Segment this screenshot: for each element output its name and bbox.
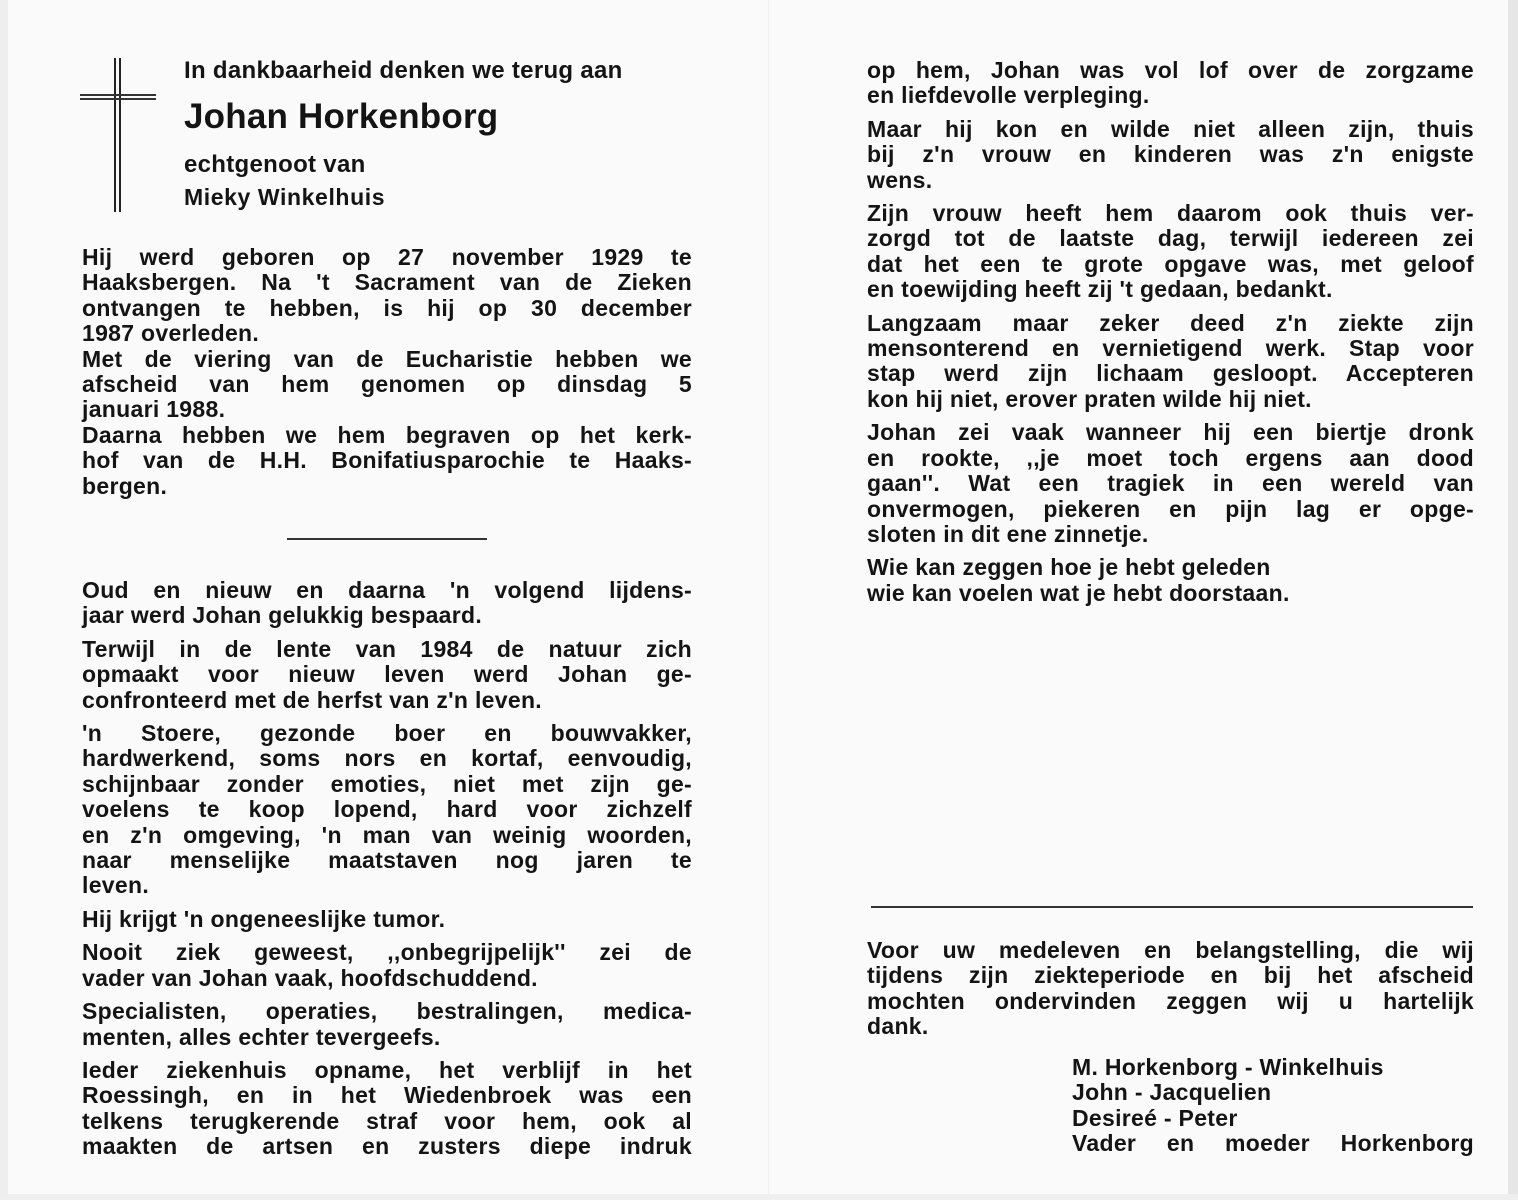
deceased-name: Johan Horkenborg: [184, 97, 499, 136]
text-line: Voor uw medeleven en belangstelling, die wij: [867, 937, 1474, 963]
text-line: en rookte, ,,je moet toch ergens aan dood: [867, 444, 1474, 471]
scan-edge-bottom: [0, 1194, 1518, 1200]
text-line: naar menselijke maatstaven nog jaren te: [82, 847, 692, 874]
poem-line: wie kan voelen wat je hebt doorstaan.: [867, 579, 1290, 606]
bio-line: januari 1988.: [82, 396, 226, 423]
text-line: telkens terugkerende straf voor hem, ook al: [82, 1107, 692, 1134]
text-line: stap werd zijn lichaam gesloopt. Accepteren: [867, 360, 1474, 387]
spouse-label: echtgenoot van: [184, 151, 366, 178]
text-line: voelens te koop lopend, hard voor zichzelf: [82, 796, 692, 823]
cross-icon: [82, 58, 162, 214]
bio-line: Haaksbergen. Na 't Sacrament van de Zieken: [82, 269, 692, 296]
text-line: en z'n omgeving, 'n man van weinig woorden,: [82, 821, 692, 848]
scan-edge-left: [0, 0, 8, 1200]
text-line: maakten de artsen en zusters diepe indruk: [82, 1133, 692, 1160]
text-line: Zijn vrouw heeft hem daarom ook thuis ver-: [867, 200, 1474, 227]
thanks-message: [867, 938, 1474, 1040]
text-line: bij z'n vrouw en kinderen was z'n enigste: [867, 141, 1474, 168]
text-line: op hem, Johan was vol lof over de zorgzame: [867, 57, 1474, 83]
text-line: hardwerkend, soms nors en kortaf, eenvoudig,: [82, 745, 692, 772]
text-line: zorgd tot de laatste dag, terwijl iedereen zei: [867, 225, 1474, 252]
text-line: opmaakt voor nieuw leven werd Johan ge-: [82, 661, 692, 688]
text-line: en toewijding heeft zij 't gedaan, bedankt.: [867, 276, 1333, 303]
bio-line: 1987 overleden.: [82, 320, 260, 347]
bio-line: Daarna hebben we hem begraven op het kerk-: [82, 421, 692, 448]
text-line: jaar werd Johan gelukkig bespaard.: [82, 602, 483, 629]
divider: [871, 906, 1473, 908]
text-line: en liefdevolle verpleging.: [867, 82, 1150, 109]
text-line: Nooit ziek geweest, ,,onbegrijpelijk'' zei de: [82, 939, 692, 966]
intro-line: In dankbaarheid denken we terug aan: [184, 57, 623, 84]
text-line: 'n Stoere, gezonde boer en bouwvakker,: [82, 720, 692, 747]
bio-line: ontvangen te hebben, is hij op 30 december: [82, 294, 692, 321]
text-line: dank.: [867, 1013, 929, 1040]
bio-line: bergen.: [82, 472, 168, 499]
text-line: Roessingh, en in het Wiedenbroek was een: [82, 1082, 692, 1109]
text-line: mochten ondervinden zeggen wij u hartelijk: [867, 987, 1474, 1014]
signature-line: Vader en moeder Horkenborg: [1072, 1130, 1474, 1157]
text-line: sloten in dit ene zinnetje.: [867, 520, 1149, 547]
narrative-left: [82, 578, 692, 1160]
text-line: leven.: [82, 872, 150, 899]
text-line: Oud en nieuw en daarna 'n volgend lijdens-: [82, 577, 692, 603]
bio-line: Hij werd geboren op 27 november 1929 te: [82, 244, 692, 270]
text-line: Maar hij kon en wilde niet alleen zijn, thuis: [867, 115, 1474, 142]
text-line: schijnbaar zonder emoties, niet met zijn ge-: [82, 770, 692, 797]
signature-line: Desireé - Peter: [1072, 1104, 1238, 1131]
text-line: menten, alles echter tevergeefs.: [82, 1023, 441, 1050]
bio-line: Met de viering van de Eucharistie hebben we: [82, 345, 692, 372]
text-line: gaan''. Wat een tragiek in een wereld van: [867, 470, 1474, 497]
scan-edge-right: [1508, 0, 1518, 1200]
spouse-name: Mieky Winkelhuis: [184, 184, 386, 210]
family-signatures: [1072, 1055, 1474, 1157]
biography: [82, 245, 692, 499]
text-line: wens.: [867, 166, 933, 193]
text-line: Johan zei vaak wanneer hij een biertje dronk: [867, 419, 1474, 446]
bio-line: afscheid van hem genomen op dinsdag 5: [82, 371, 692, 398]
text-line: Langzaam maar zeker deed z'n ziekte zijn: [867, 309, 1474, 336]
signature-line: M. Horkenborg - Winkelhuis: [1072, 1054, 1384, 1080]
bio-line: hof van de H.H. Bonifatiusparochie te Haaks-: [82, 447, 692, 474]
narrative-right: [867, 58, 1474, 606]
text-line: Ieder ziekenhuis opname, het verblijf in het: [82, 1056, 692, 1083]
text-line: mensonterend en vernietigend werk. Stap voor: [867, 335, 1474, 362]
text-line: tijdens zijn ziekteperiode en bij het afscheid: [867, 962, 1474, 989]
card-fold: [768, 0, 769, 1200]
poem-line: Wie kan zeggen hoe je hebt geleden: [867, 554, 1271, 581]
divider: [287, 538, 487, 540]
text-line: Specialisten, operaties, bestralingen, medica-: [82, 998, 692, 1025]
text-line: confronteerd met de herfst van z'n leven.: [82, 686, 542, 713]
text-line: Hij krijgt 'n ongeneeslijke tumor.: [82, 905, 446, 932]
text-line: Terwijl in de lente van 1984 de natuur zich: [82, 635, 692, 662]
signature-line: John - Jacquelien: [1072, 1079, 1272, 1106]
text-line: onvermogen, piekeren en pijn lag er opge-: [867, 495, 1474, 522]
text-line: dat het een te grote opgave was, met geloof: [867, 250, 1474, 277]
text-line: kon hij niet, erover praten wilde hij niet.: [867, 385, 1312, 412]
text-line: vader van Johan vaak, hoofdschuddend.: [82, 964, 538, 991]
